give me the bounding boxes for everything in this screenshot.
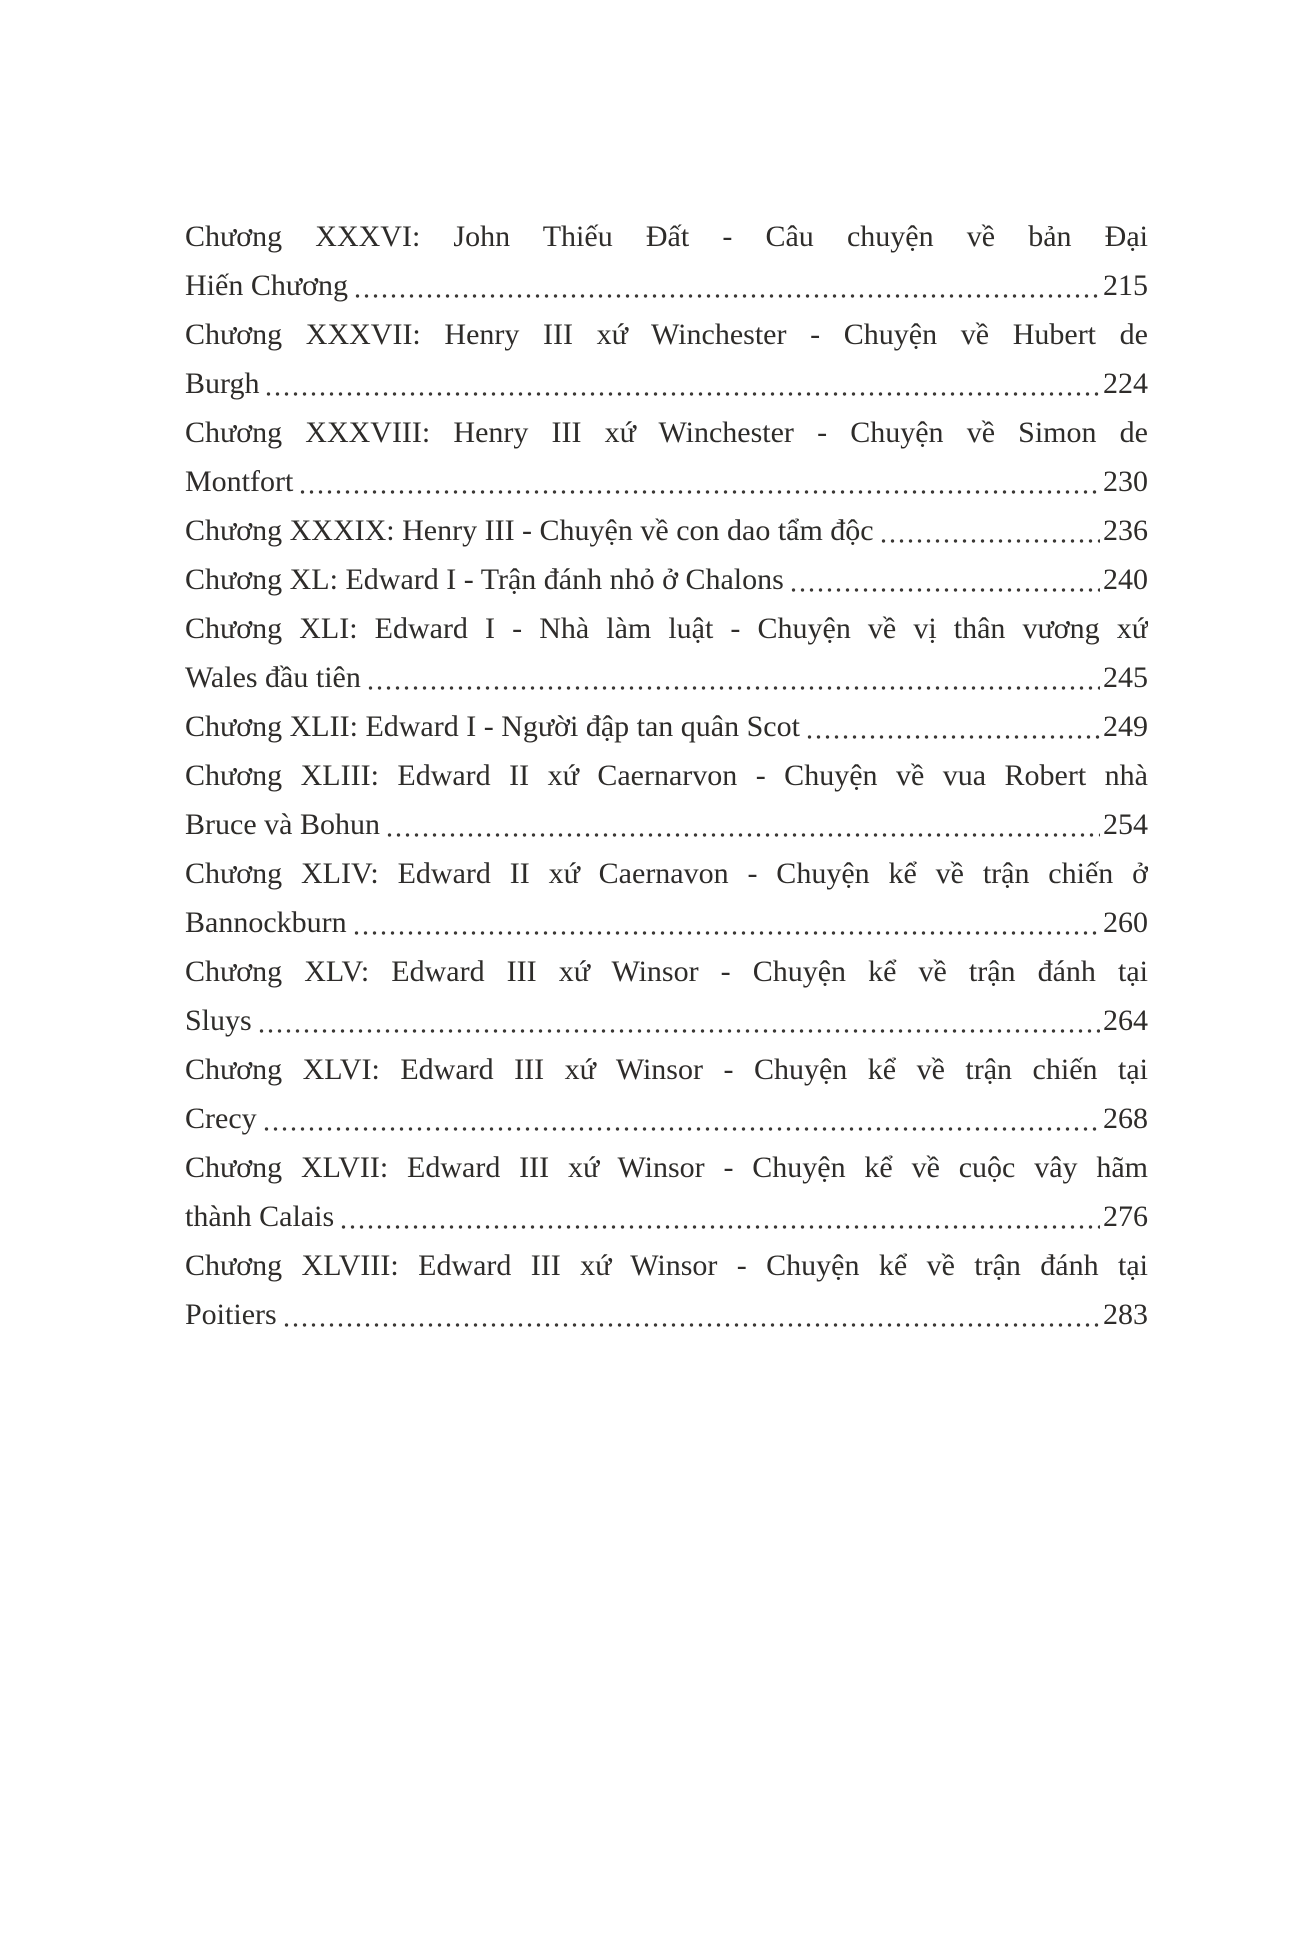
toc-entry-last-line (185, 359, 1148, 408)
dot-leader (339, 1192, 1100, 1241)
toc-entry-last-line (185, 555, 1148, 604)
toc-entry-last-line (185, 1192, 1148, 1241)
toc-entry (185, 849, 1148, 947)
toc-entry-page-number: 245 (1103, 661, 1148, 694)
toc-entry-page-number: 240 (1103, 563, 1148, 596)
dot-leader (282, 1290, 1100, 1339)
toc-entry-page-number: 268 (1103, 1102, 1148, 1135)
dot-leader (257, 996, 1100, 1045)
toc-entry-line: Chương XLIII: Edward II xứ Caernarvon - Chuyện về vua Robert nhà (185, 759, 1148, 792)
toc-entry-title: Sluys (185, 1004, 252, 1037)
toc-entry (185, 1241, 1148, 1339)
toc-entry-title: Burgh (185, 367, 260, 400)
dot-leader (353, 261, 1100, 310)
toc-entry-last-line (185, 898, 1148, 947)
toc-entry-title: Poitiers (185, 1298, 277, 1331)
dot-leader (879, 506, 1100, 555)
toc-entry (185, 751, 1148, 849)
toc-entry-line: Chương XLVI: Edward III xứ Winsor - Chuyện kể về trận chiến tại (185, 1053, 1148, 1086)
toc-entry-page-number: 260 (1103, 906, 1148, 939)
toc-entry (185, 702, 1148, 751)
toc-entry-title: Hiến Chương (185, 269, 348, 302)
toc-entry-page-number: 215 (1103, 269, 1148, 302)
toc-entry-last-line (185, 261, 1148, 310)
toc-entry (185, 310, 1148, 408)
dot-leader (298, 457, 1100, 506)
dot-leader (805, 702, 1100, 751)
dot-leader (262, 1094, 1100, 1143)
toc-entry-title: Chương XL: Edward I - Trận đánh nhỏ ở Chalons (185, 563, 784, 596)
toc-entry-line: Chương XXXVIII: Henry III xứ Winchester - Chuyện về Simon de (185, 416, 1148, 449)
toc-entry-line: Chương XXXVI: John Thiếu Đất - Câu chuyện về bản Đại (185, 220, 1148, 253)
toc-entry (185, 1045, 1148, 1143)
toc-entry-page-number: 249 (1103, 710, 1148, 743)
toc-entry-title: Montfort (185, 465, 294, 498)
toc-entry (185, 555, 1148, 604)
dot-leader (264, 359, 1100, 408)
toc-entry-line: Chương XLVIII: Edward III xứ Winsor - Chuyện kể về trận đánh tại (185, 1249, 1148, 1282)
toc-entry-page-number: 276 (1103, 1200, 1148, 1233)
toc-entry-last-line (185, 996, 1148, 1045)
toc-entry-title: Chương XXXIX: Henry III - Chuyện về con dao tẩm độc (185, 514, 874, 547)
toc-entry-last-line (185, 800, 1148, 849)
toc-entry (185, 1143, 1148, 1241)
toc-entry-last-line (185, 457, 1148, 506)
toc-entry-line: Chương XLI: Edward I - Nhà làm luật - Chuyện về vị thân vương xứ (185, 612, 1148, 645)
toc-entry-page-number: 254 (1103, 808, 1148, 841)
toc-entry (185, 604, 1148, 702)
dot-leader (352, 898, 1100, 947)
toc-entry-title: Bannockburn (185, 906, 347, 939)
toc-entry-page-number: 283 (1103, 1298, 1148, 1331)
toc-entry-page-number: 230 (1103, 465, 1148, 498)
toc (185, 212, 1148, 1339)
toc-entry-page-number: 224 (1103, 367, 1148, 400)
toc-entry-title: thành Calais (185, 1200, 335, 1233)
toc-entry-line: Chương XLVII: Edward III xứ Winsor - Chuyện kể về cuộc vây hãm (185, 1151, 1148, 1184)
toc-entry-title: Chương XLII: Edward I - Người đập tan quân Scot (185, 710, 800, 743)
toc-entry-line: Chương XLV: Edward III xứ Winsor - Chuyện kể về trận đánh tại (185, 955, 1148, 988)
dot-leader (366, 653, 1100, 702)
toc-entry-line: Chương XXXVII: Henry III xứ Winchester - Chuyện về Hubert de (185, 318, 1148, 351)
toc-entry-last-line (185, 653, 1148, 702)
toc-entry-page-number: 264 (1103, 1004, 1148, 1037)
toc-entry-page-number: 236 (1103, 514, 1148, 547)
toc-entry-last-line (185, 1094, 1148, 1143)
toc-entry (185, 947, 1148, 1045)
toc-entry-title: Crecy (185, 1102, 257, 1135)
toc-entry-title: Bruce và Bohun (185, 808, 380, 841)
toc-entry-last-line (185, 506, 1148, 555)
toc-entry-line: Chương XLIV: Edward II xứ Caernavon - Chuyện kể về trận chiến ở (185, 857, 1148, 890)
dot-leader (385, 800, 1100, 849)
toc-entry-title: Wales đầu tiên (185, 661, 361, 694)
toc-entry-last-line (185, 702, 1148, 751)
dot-leader (789, 555, 1100, 604)
toc-entry (185, 408, 1148, 506)
toc-entry (185, 212, 1148, 310)
toc-entry (185, 506, 1148, 555)
toc-entry-last-line (185, 1290, 1148, 1339)
